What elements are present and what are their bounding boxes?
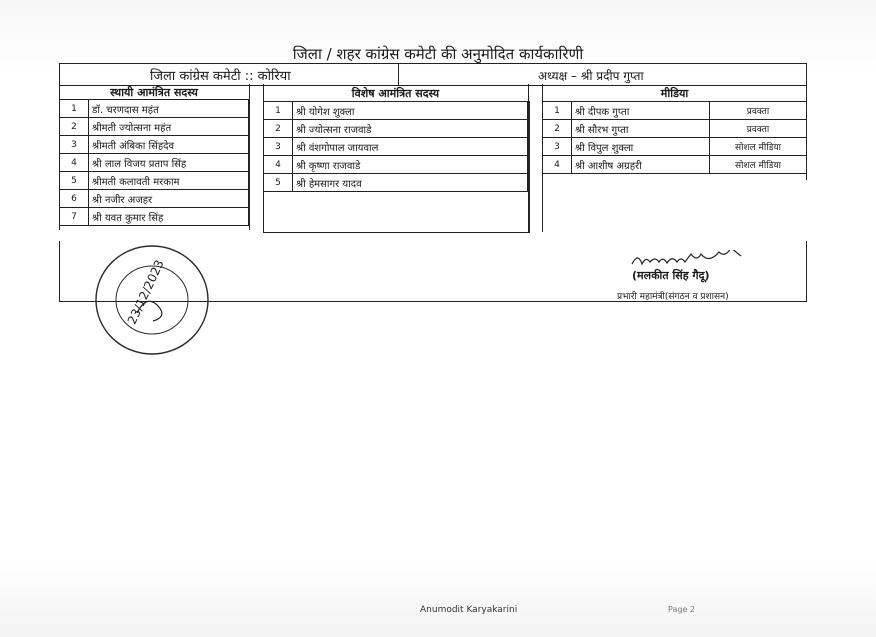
footer-page-number: Page 2: [668, 605, 695, 614]
table-row: 3 श्री विपुल शुक्ला सोशल मीडिया: [543, 138, 807, 156]
table-row: 2 श्री ज्योत्सना राजवाडे: [264, 120, 528, 138]
table-row: 1 श्री योगेश शुक्ला: [264, 102, 528, 120]
right-section-table: [542, 101, 807, 174]
table-row: 1 डॉ. चरणदास महंत: [60, 100, 249, 118]
table-row: 4 श्री कृष्णा राजवाडे: [264, 156, 528, 174]
table-row: 5 श्रीमती कलावती मरकाम: [60, 172, 249, 190]
president-label: अध्यक्ष – श्री प्रदीप गुप्ता: [538, 69, 644, 83]
stamp-seal-icon: [92, 243, 212, 358]
table-row: 3 श्रीमती अंबिका सिंहदेव: [60, 136, 249, 154]
table-row: 2 श्री सौरभ गुप्ता प्रवक्ता: [543, 120, 807, 138]
table-row: 5 श्री हेमसागर यादव: [264, 174, 528, 192]
middle-section-table: [263, 101, 528, 192]
committee-label: जिला कांग्रेस कमेटी :: कोरिया: [150, 69, 291, 84]
footer-text: Anumodit Karyakarini: [420, 605, 518, 615]
table-row: 6 श्री नजीर अजहर: [60, 190, 249, 208]
right-section-heading: मीडिया: [660, 87, 689, 100]
signatory-name: (मलकीत सिंह गैदू): [632, 269, 710, 282]
table-row: 3 श्री वंशगोपाल जायवाल: [264, 138, 528, 156]
left-section-heading: स्थायी आमंत्रित सदस्य: [110, 86, 198, 99]
table-row: 4 श्री आशीष अग्रहरी सोशल मीडिया: [543, 156, 807, 174]
table-row: 4 श्री लाल विजय प्रताप सिंह: [60, 154, 249, 172]
middle-section-heading: विशेष आमंत्रित सदस्य: [351, 87, 440, 100]
left-right-border: [249, 84, 250, 230]
seal-date: 23/12/2023: [124, 257, 167, 327]
left-section-table: [59, 99, 249, 226]
signatory-title: प्रभारी महामंत्री(संगठन व प्रशासन): [617, 292, 729, 302]
table-row: 2 श्रीमती ज्योत्सना महंत: [60, 118, 249, 136]
table-row: 1 श्री दीपक गुप्ता प्रवक्ता: [543, 102, 807, 120]
header-divider: [398, 64, 399, 85]
table-row: 7 श्री यवत कुमार सिंह: [60, 208, 249, 226]
committee-header: [59, 63, 807, 86]
document-title: जिला / शहर कांग्रेस कमेटी की अनुमोदित कार्यकारिणी: [292, 45, 584, 63]
